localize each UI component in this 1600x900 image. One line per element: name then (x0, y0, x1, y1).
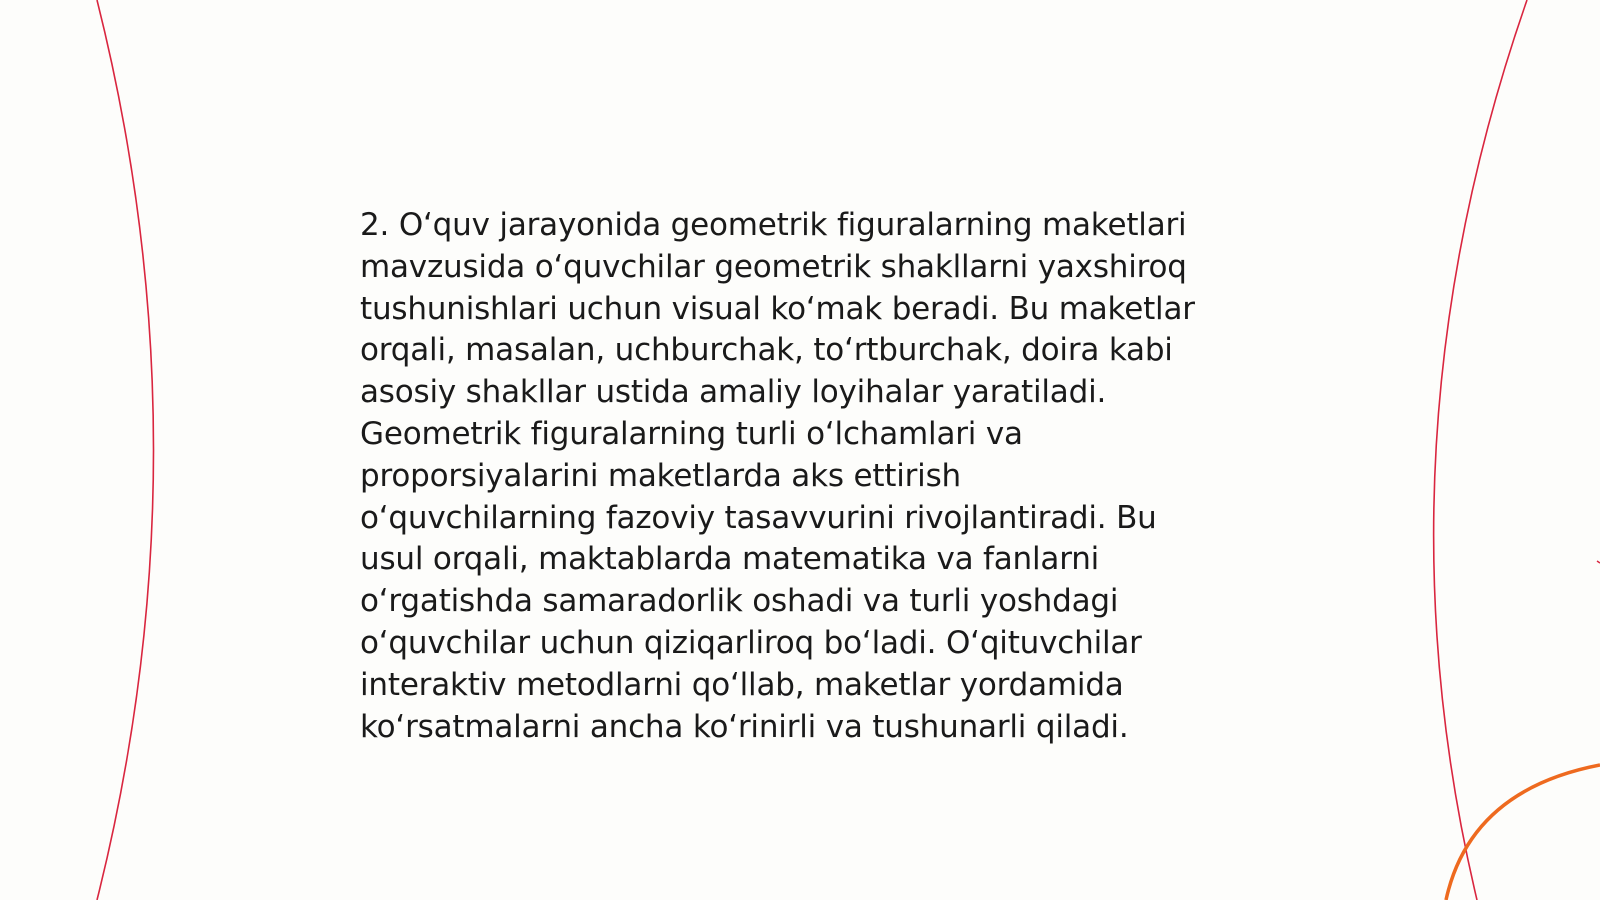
left-arc (97, 0, 154, 900)
slide-body-text: 2. O‘quv jarayonida geometrik figuralarning maketlari mavzusida o‘quvchilar geometrik shakllarni yaxshiroq tushunishlari uchun visual ko‘mak beradi. Bu maketlar orqali, masalan, uchburchak, to‘rtburchak, doira kabi asosiy shakllar ustida amaliy loyihalar yaratiladi. Geometrik figuralarning turli o‘lchamlari va proporsiyalarini maketlarda aks ettirish o‘quvchilarning fazoviy tasavvurini rivojlantiradi. Bu usul orqali, maktablarda matematika va fanlarni o‘rgatishda samaradorlik oshadi va turli yoshdagi o‘quvchilar uchun qiziqarliroq bo‘ladi. O‘qituvchilar interaktiv metodlarni qo‘llab, maketlar yordamida ko‘rsatmalarni ancha ko‘rinirli va tushunarli qiladi. (360, 207, 1195, 745)
right-arc (1434, 0, 1527, 900)
orange-arc (1446, 765, 1600, 900)
